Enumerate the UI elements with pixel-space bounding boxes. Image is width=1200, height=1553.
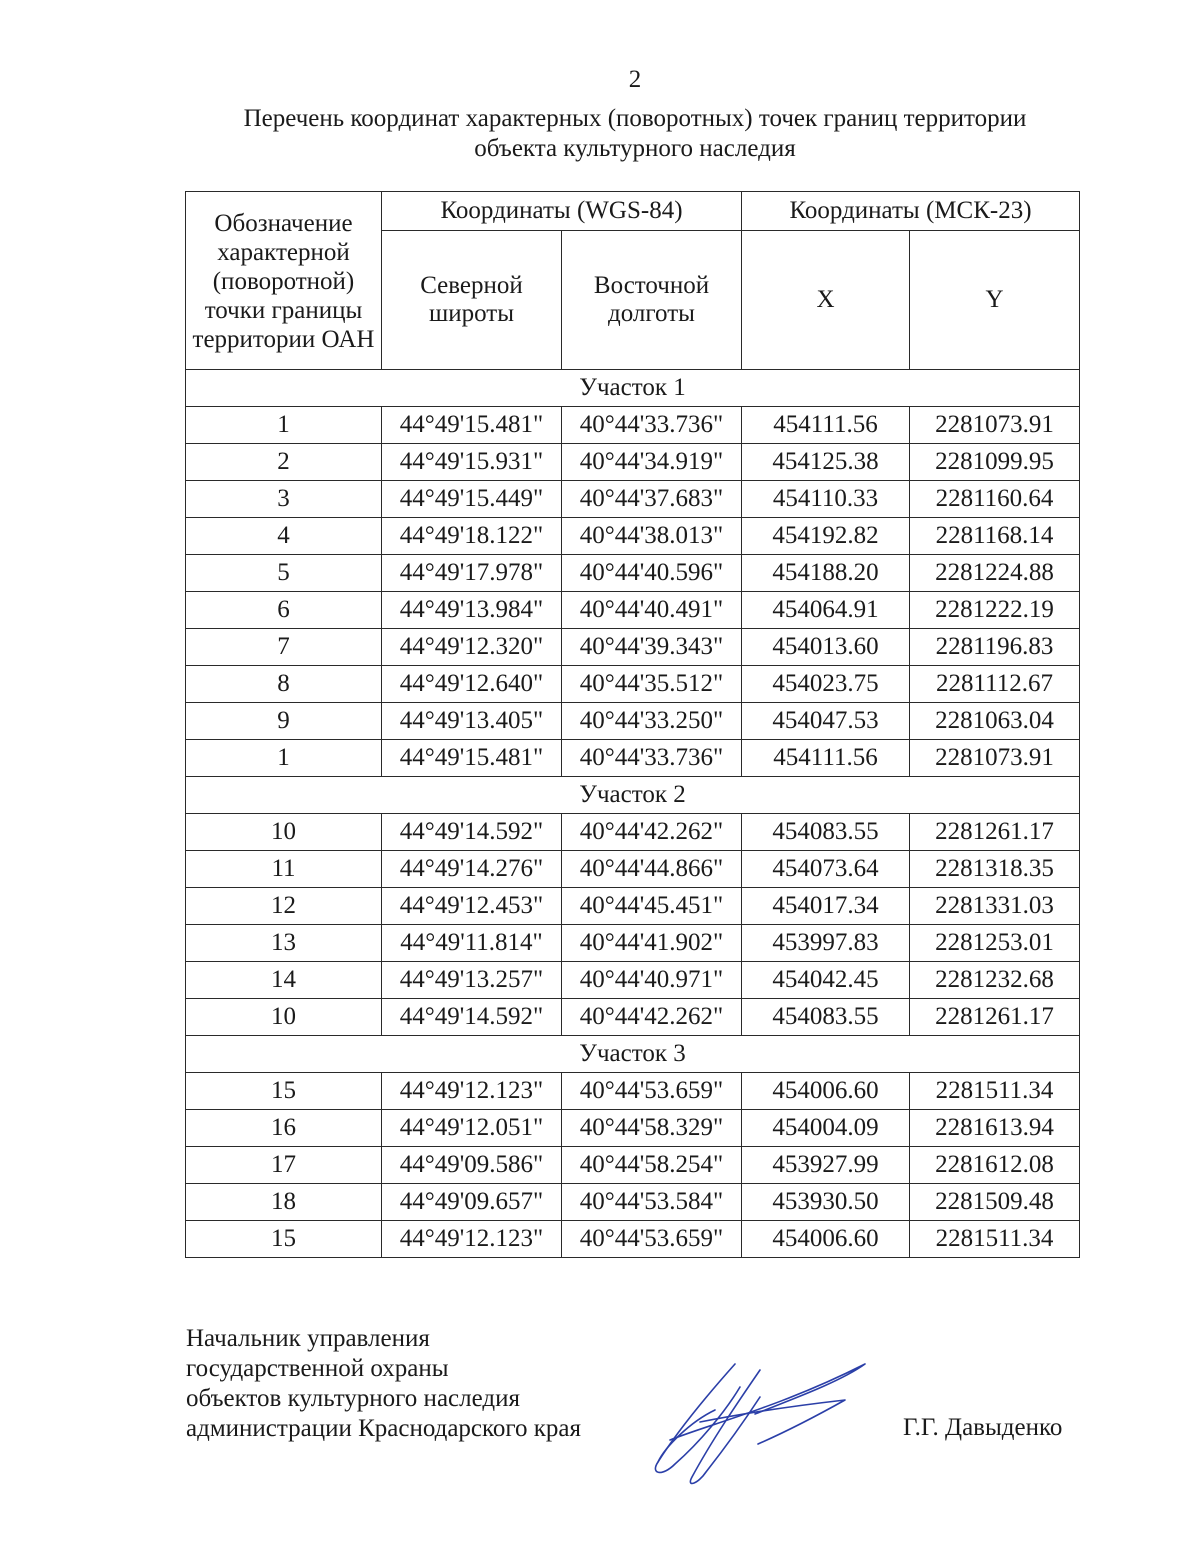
cell-east-longitude: 40°44'58.254" [562, 1147, 742, 1184]
table-header-row [186, 192, 1080, 231]
section-row [186, 370, 1080, 407]
cell-north-latitude: 44°49'15.449" [382, 481, 562, 518]
cell-north-latitude: 44°49'12.640" [382, 666, 562, 703]
cell-x: 454004.09 [742, 1110, 910, 1147]
cell-north-latitude: 44°49'12.123" [382, 1073, 562, 1110]
cell-x: 454013.60 [742, 629, 910, 666]
cell-y: 2281232.68 [910, 962, 1080, 999]
position-line: государственной охраны [186, 1355, 449, 1382]
cell-point: 15 [186, 1221, 382, 1258]
cell-east-longitude: 40°44'40.971" [562, 962, 742, 999]
cell-north-latitude: 44°49'18.122" [382, 518, 562, 555]
cell-point: 14 [186, 962, 382, 999]
cell-x: 454017.34 [742, 888, 910, 925]
cell-x: 454073.64 [742, 851, 910, 888]
cell-east-longitude: 40°44'53.659" [562, 1073, 742, 1110]
table-row [186, 592, 1080, 629]
section-title: Участок 3 [186, 1036, 1080, 1073]
cell-x: 454192.82 [742, 518, 910, 555]
cell-x: 453930.50 [742, 1184, 910, 1221]
cell-point: 1 [186, 407, 382, 444]
cell-north-latitude: 44°49'12.051" [382, 1110, 562, 1147]
cell-x: 454111.56 [742, 407, 910, 444]
cell-x: 454111.56 [742, 740, 910, 777]
cell-x: 454110.33 [742, 481, 910, 518]
cell-y: 2281112.67 [910, 666, 1080, 703]
section-title: Участок 1 [186, 370, 1080, 407]
cell-east-longitude: 40°44'38.013" [562, 518, 742, 555]
cell-north-latitude: 44°49'17.978" [382, 555, 562, 592]
cell-north-latitude: 44°49'12.453" [382, 888, 562, 925]
title-line-2: объекта культурного наследия [474, 135, 796, 162]
section-title: Участок 2 [186, 777, 1080, 814]
header-x: X [742, 231, 910, 370]
cell-point: 12 [186, 888, 382, 925]
cell-north-latitude: 44°49'14.276" [382, 851, 562, 888]
position-line: объектов культурного наследия [186, 1385, 520, 1412]
cell-point: 11 [186, 851, 382, 888]
cell-y: 2281222.19 [910, 592, 1080, 629]
table-row [186, 1073, 1080, 1110]
table-row [186, 518, 1080, 555]
cell-y: 2281318.35 [910, 851, 1080, 888]
cell-north-latitude: 44°49'13.405" [382, 703, 562, 740]
cell-north-latitude: 44°49'15.931" [382, 444, 562, 481]
cell-east-longitude: 40°44'44.866" [562, 851, 742, 888]
table-row [186, 666, 1080, 703]
title-line-1: Перечень координат характерных (поворотных) точек границ территории [243, 105, 1027, 132]
cell-x: 454006.60 [742, 1221, 910, 1258]
table-row [186, 1147, 1080, 1184]
position-line: Начальник управления [186, 1325, 430, 1352]
table-row [186, 481, 1080, 518]
cell-x: 454006.60 [742, 1073, 910, 1110]
coordinates-table [185, 191, 1080, 1258]
cell-point: 3 [186, 481, 382, 518]
cell-y: 2281099.95 [910, 444, 1080, 481]
table-row [186, 444, 1080, 481]
cell-y: 2281261.17 [910, 999, 1080, 1036]
cell-east-longitude: 40°44'34.919" [562, 444, 742, 481]
cell-y: 2281511.34 [910, 1073, 1080, 1110]
cell-x: 453997.83 [742, 925, 910, 962]
table-row [186, 555, 1080, 592]
table-body [186, 370, 1080, 1258]
cell-east-longitude: 40°44'35.512" [562, 666, 742, 703]
cell-point: 9 [186, 703, 382, 740]
cell-y: 2281331.03 [910, 888, 1080, 925]
cell-x: 453927.99 [742, 1147, 910, 1184]
cell-y: 2281509.48 [910, 1184, 1080, 1221]
cell-north-latitude: 44°49'12.320" [382, 629, 562, 666]
table-row [186, 1184, 1080, 1221]
cell-east-longitude: 40°44'53.659" [562, 1221, 742, 1258]
cell-north-latitude: 44°49'14.592" [382, 814, 562, 851]
header-msk23-group: Координаты (МСК-23) [742, 192, 1080, 231]
table-row [186, 888, 1080, 925]
cell-east-longitude: 40°44'40.596" [562, 555, 742, 592]
cell-north-latitude: 44°49'11.814" [382, 925, 562, 962]
cell-point: 17 [186, 1147, 382, 1184]
cell-point: 4 [186, 518, 382, 555]
section-row [186, 1036, 1080, 1073]
cell-y: 2281073.91 [910, 407, 1080, 444]
cell-north-latitude: 44°49'09.657" [382, 1184, 562, 1221]
header-east-longitude: Восточной долготы [562, 231, 742, 370]
cell-east-longitude: 40°44'42.262" [562, 814, 742, 851]
cell-y: 2281168.14 [910, 518, 1080, 555]
header-y: Y [910, 231, 1080, 370]
cell-point: 15 [186, 1073, 382, 1110]
cell-point: 7 [186, 629, 382, 666]
cell-east-longitude: 40°44'39.343" [562, 629, 742, 666]
header-wgs84-group: Координаты (WGS-84) [382, 192, 742, 231]
header-point-designation: Обозначение характерной (поворотной) точки границы территории ОАН [186, 192, 382, 370]
cell-east-longitude: 40°44'33.736" [562, 407, 742, 444]
cell-y: 2281063.04 [910, 703, 1080, 740]
cell-point: 10 [186, 999, 382, 1036]
cell-point: 10 [186, 814, 382, 851]
signer-name: Г.Г. Давыденко [903, 1414, 1063, 1441]
table-row [186, 814, 1080, 851]
cell-north-latitude: 44°49'12.123" [382, 1221, 562, 1258]
table-row [186, 999, 1080, 1036]
cell-east-longitude: 40°44'45.451" [562, 888, 742, 925]
table-row [186, 629, 1080, 666]
cell-east-longitude: 40°44'41.902" [562, 925, 742, 962]
cell-north-latitude: 44°49'15.481" [382, 740, 562, 777]
cell-east-longitude: 40°44'33.736" [562, 740, 742, 777]
cell-x: 454083.55 [742, 814, 910, 851]
cell-north-latitude: 44°49'14.592" [382, 999, 562, 1036]
cell-y: 2281253.01 [910, 925, 1080, 962]
cell-point: 5 [186, 555, 382, 592]
table-row [186, 1110, 1080, 1147]
cell-x: 454023.75 [742, 666, 910, 703]
header-north-latitude: Северной широты [382, 231, 562, 370]
signatory-position [186, 1324, 581, 1444]
cell-north-latitude: 44°49'13.984" [382, 592, 562, 629]
cell-y: 2281613.94 [910, 1110, 1080, 1147]
cell-x: 454125.38 [742, 444, 910, 481]
cell-y: 2281261.17 [910, 814, 1080, 851]
table-row [186, 962, 1080, 999]
cell-east-longitude: 40°44'42.262" [562, 999, 742, 1036]
cell-north-latitude: 44°49'15.481" [382, 407, 562, 444]
page-number: 2 [628, 66, 642, 93]
cell-y: 2281612.08 [910, 1147, 1080, 1184]
cell-north-latitude: 44°49'13.257" [382, 962, 562, 999]
table-row [186, 1221, 1080, 1258]
cell-east-longitude: 40°44'53.584" [562, 1184, 742, 1221]
table-row [186, 703, 1080, 740]
cell-y: 2281511.34 [910, 1221, 1080, 1258]
cell-x: 454064.91 [742, 592, 910, 629]
position-line: администрации Краснодарского края [186, 1415, 582, 1442]
cell-point: 18 [186, 1184, 382, 1221]
table-row [186, 407, 1080, 444]
cell-y: 2281073.91 [910, 740, 1080, 777]
cell-east-longitude: 40°44'37.683" [562, 481, 742, 518]
cell-east-longitude: 40°44'40.491" [562, 592, 742, 629]
cell-x: 454042.45 [742, 962, 910, 999]
cell-x: 454083.55 [742, 999, 910, 1036]
cell-x: 454188.20 [742, 555, 910, 592]
table-row [186, 925, 1080, 962]
cell-east-longitude: 40°44'58.329" [562, 1110, 742, 1147]
cell-point: 1 [186, 740, 382, 777]
cell-y: 2281160.64 [910, 481, 1080, 518]
cell-point: 16 [186, 1110, 382, 1147]
document-title [190, 104, 1080, 164]
handwritten-signature [640, 1352, 880, 1492]
table-row [186, 740, 1080, 777]
cell-east-longitude: 40°44'33.250" [562, 703, 742, 740]
cell-point: 2 [186, 444, 382, 481]
cell-north-latitude: 44°49'09.586" [382, 1147, 562, 1184]
cell-y: 2281224.88 [910, 555, 1080, 592]
cell-point: 8 [186, 666, 382, 703]
cell-point: 6 [186, 592, 382, 629]
cell-y: 2281196.83 [910, 629, 1080, 666]
cell-x: 454047.53 [742, 703, 910, 740]
table-row [186, 851, 1080, 888]
section-row [186, 777, 1080, 814]
cell-point: 13 [186, 925, 382, 962]
